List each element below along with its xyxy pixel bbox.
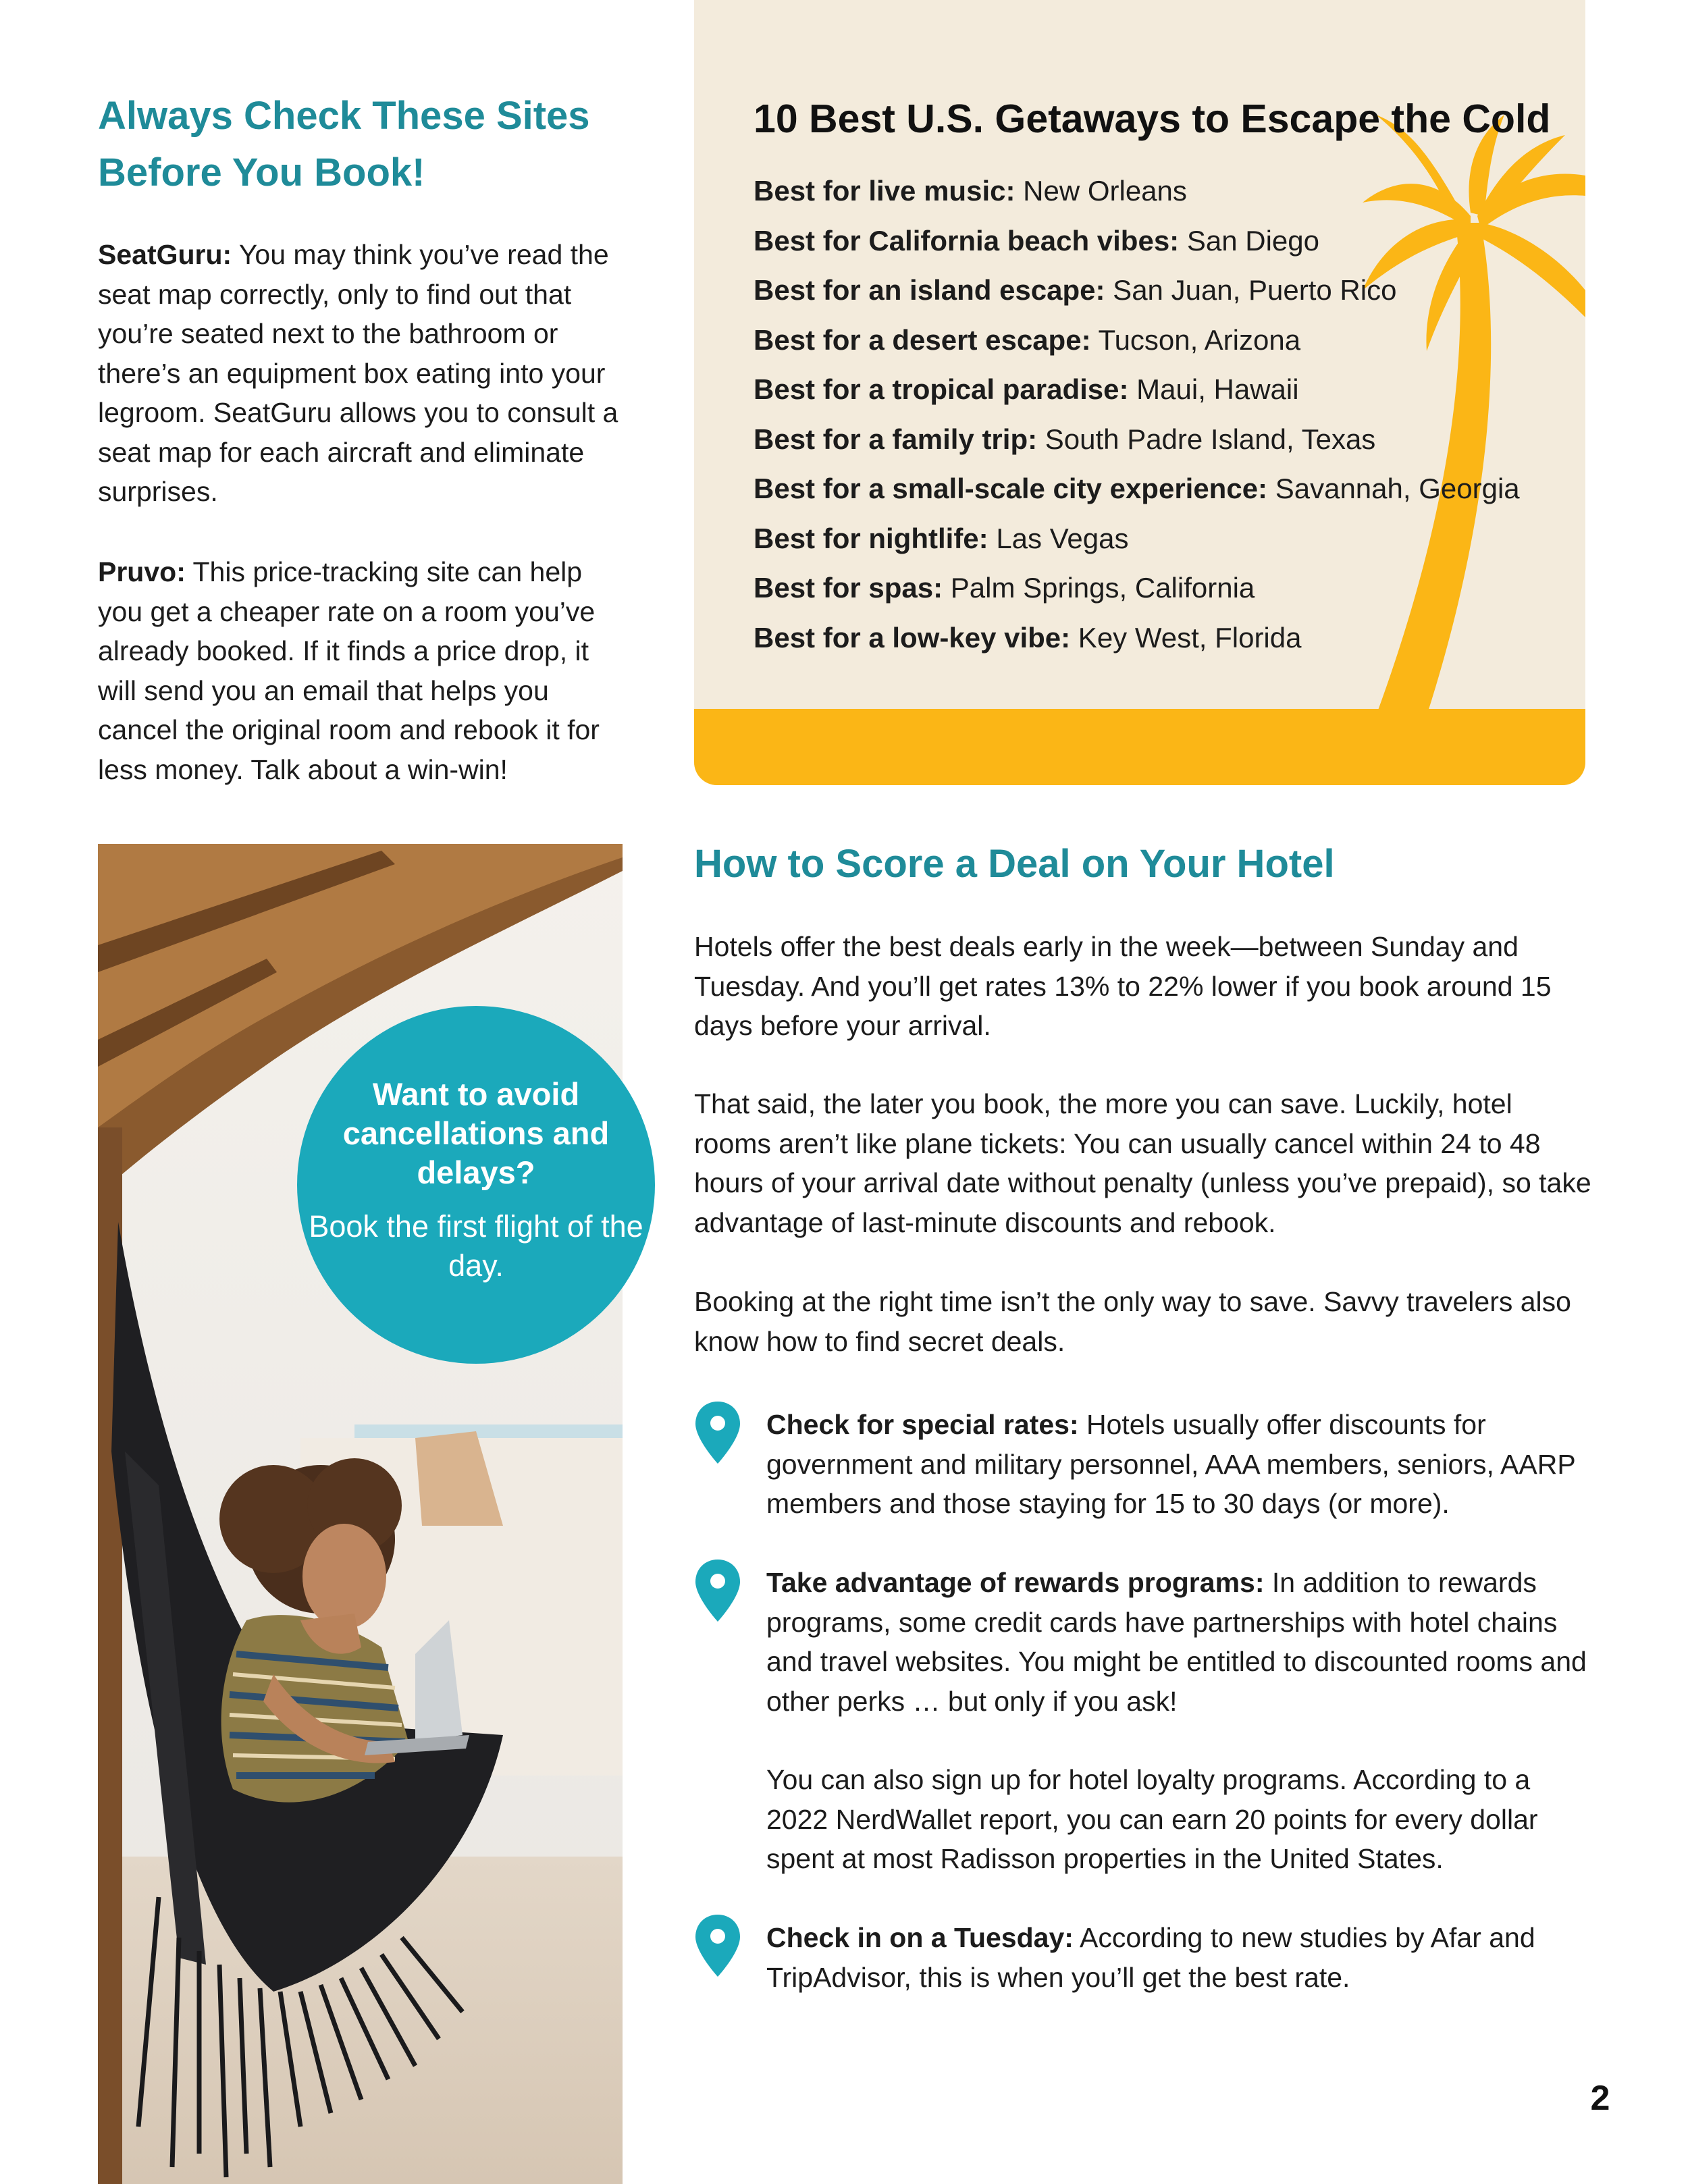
- sites-heading: Always Check These Sites Before You Book!: [98, 94, 590, 194]
- getaway-place: San Juan, Puerto Rico: [1105, 274, 1397, 306]
- tip-text: Hotels usually offer discounts for government and military personnel, AAA members, seniors, AARP members and those staying for 15 to 30 days (or more).: [766, 1409, 1575, 1519]
- tip-title: Check for special rates:: [766, 1409, 1079, 1440]
- seatguru-paragraph: [98, 235, 631, 512]
- tip-text: According to new studies by Afar and TripAdvisor, this is when you’ll get the best rate.: [766, 1922, 1535, 1993]
- getaway-place: Key West, Florida: [1070, 621, 1302, 654]
- list-item: [754, 563, 1564, 613]
- pruvo-paragraph: [98, 552, 631, 789]
- list-item: [754, 613, 1564, 663]
- getaway-label: Best for live music:: [754, 175, 1016, 207]
- list-item: [754, 365, 1564, 415]
- page-number: 2: [1590, 2079, 1610, 2118]
- getaway-label: Best for nightlife:: [754, 522, 988, 554]
- getaway-label: Best for a small-scale city experience:: [754, 473, 1268, 504]
- list-item: [754, 315, 1564, 365]
- hotel-heading: How to Score a Deal on Your Hotel: [694, 842, 1335, 886]
- getaways-list: [754, 166, 1564, 662]
- getaways-box: [694, 0, 1585, 785]
- getaway-place: Maui, Hawaii: [1128, 373, 1299, 405]
- seatguru-label: SeatGuru:: [98, 239, 232, 270]
- getaway-label: Best for a low-key vibe:: [754, 621, 1071, 654]
- location-pin-icon: [694, 1913, 741, 1978]
- getaway-place: Tucson, Arizona: [1090, 323, 1301, 356]
- getaway-place: South Padre Island, Texas: [1037, 423, 1376, 455]
- pruvo-text: This price-tracking site can help you get a cheaper rate on a room you’ve already booked. If it finds a price drop, it will send you an email that helps you cancel the original room and rebook it for less money. Talk about a win-win!: [98, 556, 600, 785]
- getaway-label: Best for a desert escape:: [754, 323, 1091, 356]
- list-item: [754, 514, 1564, 564]
- hotel-paragraph: Hotels offer the best deals early in the week—between Sunday and Tuesday. And you’ll get rates 13% to 22% lower if you book around 15 days before your arrival.: [694, 931, 1552, 1041]
- list-item: [754, 464, 1564, 514]
- location-pin-icon: [694, 1400, 741, 1465]
- getaway-label: Best for a family trip:: [754, 423, 1038, 455]
- hotel-paragraph: Booking at the right time isn’t the only way to save. Savvy travelers also know how to find secret deals.: [694, 1286, 1571, 1357]
- callout-circle: [297, 1006, 655, 1364]
- list-item: [754, 166, 1564, 216]
- location-pin-icon: [694, 1558, 741, 1623]
- tip-tuesday-checkin: [766, 1918, 1597, 1997]
- callout-title: Want to avoid cancellations and delays?: [342, 1076, 610, 1190]
- tip-special-rates: [766, 1405, 1597, 1524]
- getaway-place: Palm Springs, California: [943, 572, 1255, 604]
- hotel-paragraph: That said, the later you book, the more you can save. Luckily, hotel rooms aren’t like plane tickets: You can usually cancel within 24 to 48 hours of your arrival date without penalty (unless you’ve prepaid), so take advantage of last-minute discounts and rebook.: [694, 1088, 1591, 1238]
- getaway-place: Savannah, Georgia: [1267, 473, 1520, 504]
- getaway-label: Best for an island escape:: [754, 274, 1105, 306]
- getaway-place: New Orleans: [1015, 175, 1187, 207]
- list-item: [754, 415, 1564, 464]
- tip-title: Take advantage of rewards programs:: [766, 1567, 1265, 1598]
- tip-title: Check in on a Tuesday:: [766, 1922, 1074, 1953]
- getaways-title: 10 Best U.S. Getaways to Escape the Cold: [754, 97, 1551, 141]
- tip-rewards-programs: [766, 1563, 1597, 1721]
- pruvo-label: Pruvo:: [98, 556, 186, 587]
- seatguru-text: You may think you’ve read the seat map correctly, only to find out that you’re seated next to the bathroom or there’s an equipment box eating into your legroom. SeatGuru allows you to consult a seat map for each aircraft and eliminate surprises.: [98, 239, 618, 507]
- getaway-place: San Diego: [1179, 224, 1319, 257]
- tip-loyalty-paragraph: You can also sign up for hotel loyalty programs. According to a 2022 NerdWallet report, you can earn 20 points for every dollar spent at most Radisson properties in the United States.: [766, 1764, 1538, 1874]
- getaway-label: Best for a tropical paradise:: [754, 373, 1129, 405]
- list-item: [754, 265, 1564, 315]
- tip-text: In addition to rewards programs, some credit cards have partnerships with hotel chains and travel websites. You might be entitled to discounted rooms and other perks … but only if you ask!: [766, 1567, 1587, 1717]
- getaway-label: Best for spas:: [754, 572, 943, 604]
- callout-body: Book the first flight of the day.: [309, 1209, 643, 1283]
- list-item: [754, 216, 1564, 266]
- getaway-place: Las Vegas: [988, 522, 1129, 554]
- getaway-label: Best for California beach vibes:: [754, 224, 1180, 257]
